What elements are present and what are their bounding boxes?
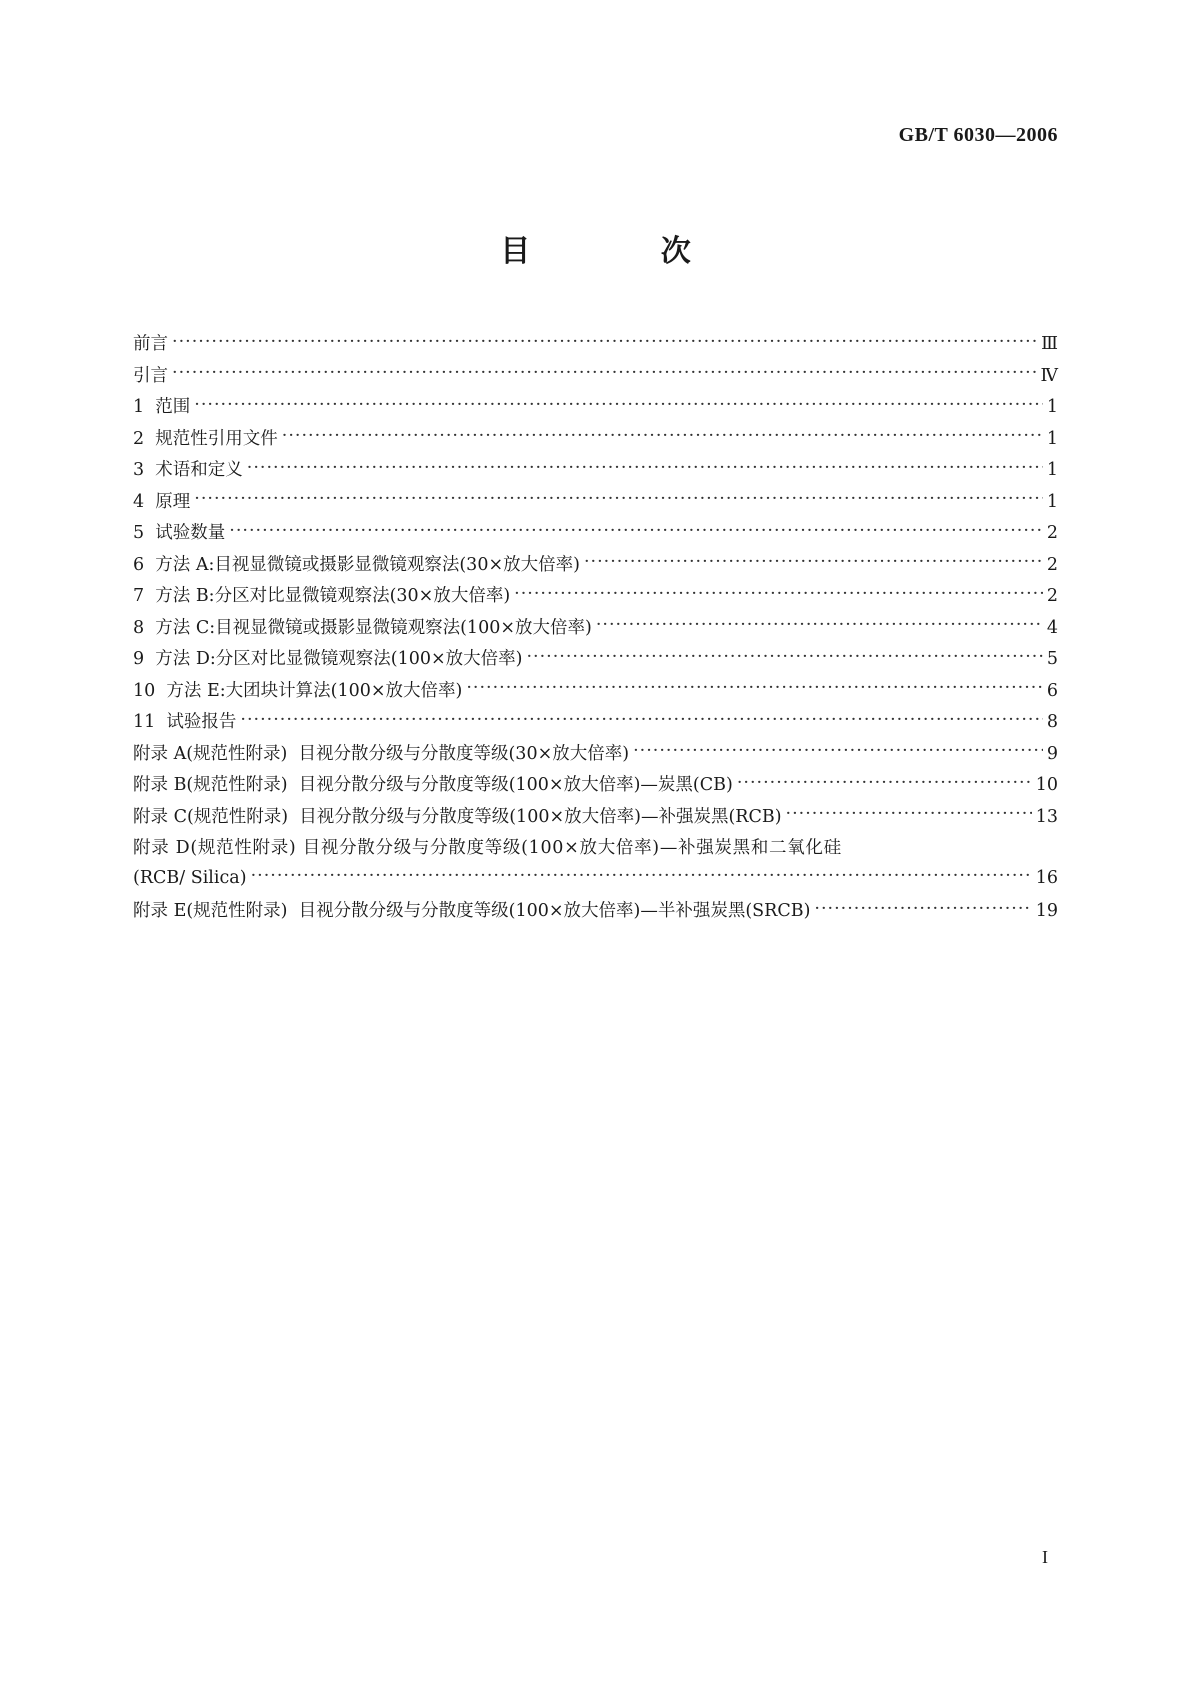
toc-entry-page: 1 [1046, 397, 1058, 417]
toc-leader [814, 899, 1031, 917]
toc-entry-label: 附录 A(规范性附录) 目视分散分级与分散度等级(30×放大倍率) [133, 743, 630, 764]
toc-leader [251, 866, 1032, 884]
toc-entry-label-line2: (RCB/ Silica) [133, 868, 247, 888]
toc-entry[interactable] [133, 456, 1058, 488]
toc-entry[interactable] [133, 425, 1058, 457]
standard-number: GB/T 6030—2006 [898, 124, 1058, 146]
toc-entry-page: 1 [1046, 460, 1058, 480]
toc-entry-label: 2 规范性引用文件 [133, 428, 278, 449]
toc-leader [194, 395, 1043, 413]
toc-entry-page: 10 [1035, 775, 1058, 795]
page-number: I [1042, 1547, 1048, 1567]
toc-leader [172, 363, 1037, 381]
toc-entry[interactable] [133, 519, 1058, 551]
toc-entry-page: 6 [1046, 680, 1058, 701]
toc-entry-page: 1 [1046, 428, 1058, 449]
toc-entry[interactable] [133, 803, 1058, 835]
toc-leader [172, 332, 1037, 350]
toc-entry-label: 4 原理 [133, 491, 191, 512]
toc-entry[interactable] [133, 551, 1058, 583]
toc-entry[interactable] [133, 362, 1058, 394]
toc-entry-page: 16 [1035, 868, 1058, 888]
toc-entry-page: 2 [1046, 554, 1058, 575]
table-of-contents [133, 330, 1058, 929]
toc-entry-page: 2 [1046, 586, 1058, 606]
toc-leader [633, 741, 1043, 759]
toc-entry[interactable] [133, 771, 1058, 803]
toc-entry-page: 19 [1035, 901, 1058, 921]
toc-leader [526, 647, 1042, 665]
toc-entry-page: 5 [1046, 649, 1058, 669]
page-title: 目 次 [500, 234, 751, 269]
toc-entry-label: 8 方法 C:目视显微镜或摄影显微镜观察法(100×放大倍率) [133, 617, 592, 638]
toc-leader [247, 458, 1043, 476]
toc-entry-page: 2 [1046, 523, 1058, 543]
toc-entry-label: 10 方法 E:大团块计算法(100×放大倍率) [133, 680, 463, 701]
toc-leader [466, 678, 1043, 696]
toc-entry[interactable] [133, 740, 1058, 772]
toc-entry-label: 附录 C(规范性附录) 目视分散分级与分散度等级(100×放大倍率)—补强炭黑(RCB) [133, 806, 782, 827]
toc-entry-label: 前言 [133, 334, 168, 354]
toc-entry-page: 4 [1046, 617, 1058, 638]
toc-entry[interactable] [133, 488, 1058, 520]
toc-entry-page: 8 [1046, 712, 1058, 732]
toc-entry[interactable] [133, 330, 1058, 362]
toc-leader [737, 773, 1032, 791]
toc-entry-label: 3 术语和定义 [133, 460, 243, 480]
toc-entry-label: 引言 [133, 365, 168, 386]
toc-entry-page: Ⅲ [1041, 334, 1058, 354]
toc-leader [194, 489, 1043, 507]
toc-entry[interactable] [133, 708, 1058, 740]
toc-entry-page: Ⅳ [1040, 365, 1058, 386]
toc-entry-page: 13 [1035, 806, 1058, 827]
toc-leader [596, 615, 1043, 633]
toc-leader [282, 426, 1043, 444]
toc-entry-label: 7 方法 B:分区对比显微镜观察法(30×放大倍率) [133, 586, 511, 606]
toc-entry-wrapped-continuation[interactable] [133, 866, 1058, 898]
toc-entry-wrapped[interactable] [133, 834, 1058, 866]
toc-entry-label-line1: 附录 D(规范性附录) 目视分散分级与分散度等级(100×放大倍率)—补强炭黑和二氧化硅 [133, 838, 842, 858]
toc-leader [240, 710, 1042, 728]
toc-entry-label: 9 方法 D:分区对比显微镜观察法(100×放大倍率) [133, 649, 523, 669]
toc-entry[interactable] [133, 393, 1058, 425]
toc-entry-page: 1 [1046, 491, 1058, 512]
toc-entry-label: 附录 B(规范性附录) 目视分散分级与分散度等级(100×放大倍率)—炭黑(CB) [133, 775, 733, 795]
toc-entry[interactable] [133, 645, 1058, 677]
toc-entry-label: 5 试验数量 [133, 523, 226, 543]
toc-leader [514, 584, 1043, 602]
toc-leader [229, 521, 1043, 539]
toc-leader [786, 804, 1032, 822]
toc-entry-label: 1 范围 [133, 397, 191, 417]
toc-entry-label: 附录 E(规范性附录) 目视分散分级与分散度等级(100×放大倍率)—半补强炭黑(SRCB) [133, 901, 811, 921]
toc-entry[interactable] [133, 897, 1058, 929]
toc-entry[interactable] [133, 677, 1058, 709]
toc-entry[interactable] [133, 614, 1058, 646]
toc-entry[interactable] [133, 582, 1058, 614]
toc-entry-label: 11 试验报告 [133, 712, 237, 732]
toc-leader [584, 552, 1043, 570]
toc-entry-page: 9 [1046, 743, 1058, 764]
toc-entry-label: 6 方法 A:目视显微镜或摄影显微镜观察法(30×放大倍率) [133, 554, 580, 575]
